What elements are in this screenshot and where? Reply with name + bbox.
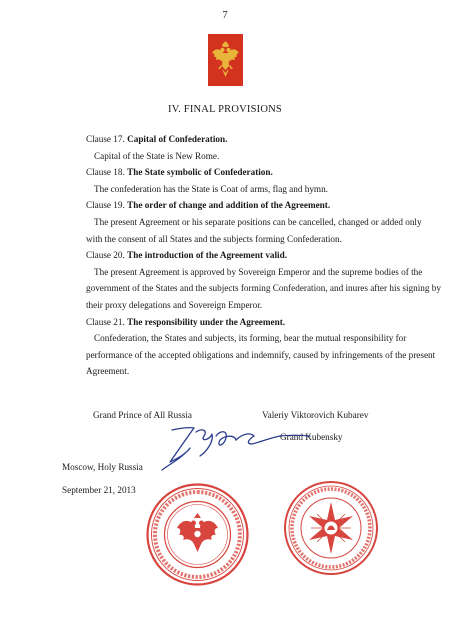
section-title: IV. FINAL PROVISIONS xyxy=(168,104,282,115)
clause-title: The State symbolic of Confederation. xyxy=(127,167,273,178)
clause-text: government of the States and the subjects forming Confederation, and inures after his signing by xyxy=(86,283,441,294)
clause-text: The present Agreement is approved by Sovereign Emperor and the supreme bodies of the xyxy=(94,266,423,277)
imperial-seal-stamp xyxy=(145,482,250,587)
clause-title: Capital of Confederation. xyxy=(127,134,228,144)
double-headed-eagle-flag xyxy=(208,34,243,86)
clause-number: Clause 17. xyxy=(86,134,125,144)
left-signatory-title: Grand Prince of All Russia xyxy=(93,410,193,420)
page-number: 7 xyxy=(222,10,228,21)
clause-text: with the consent of all States and the subjects forming Confederation. xyxy=(86,233,342,244)
kubensky-seal-stamp xyxy=(283,480,379,576)
right-signatory-title: Grand Kubensky xyxy=(280,432,343,442)
clause-number: Clause 21. xyxy=(86,316,125,327)
eagle-emblem-icon xyxy=(208,34,243,86)
clause-heading xyxy=(86,164,416,181)
signing-place: Moscow, Holy Russia xyxy=(62,462,143,472)
clause-number: Clause 18. xyxy=(86,167,125,178)
right-signatory-name: Valeriy Viktorovich Kubarev xyxy=(262,410,369,420)
clauses-body xyxy=(86,131,441,380)
clause-text: performance of the accepted obligations and indemnify, caused by infringements of the present xyxy=(86,349,436,360)
clause-heading xyxy=(86,247,416,264)
clause-text: The present Agreement or his separate positions can be cancelled, changed or added only xyxy=(94,216,422,227)
clause-heading xyxy=(86,131,416,148)
clause-title: The responsibility under the Agreement. xyxy=(127,316,286,327)
clause-text: their proxy delegations and Sovereign Emperor. xyxy=(86,299,263,310)
clause-text: Agreement. xyxy=(86,366,130,377)
handwritten-signature xyxy=(150,418,330,474)
clause-title: The introduction of the Agreement valid. xyxy=(127,250,288,261)
clause-number: Clause 19. xyxy=(86,200,125,211)
clause-heading xyxy=(86,197,416,214)
clause-text: Capital of the State is New Rome. xyxy=(94,150,220,161)
clause-number: Clause 20. xyxy=(86,250,125,261)
clause-text: Confederation, the States and subjects, its forming, bear the mutual responsibility for xyxy=(94,333,407,344)
clause-heading xyxy=(86,314,416,331)
clause-text: The confederation has the State is Coat of arms, flag and hymn. xyxy=(94,183,328,194)
clause-title: The order of change and addition of the Agreement. xyxy=(127,200,331,211)
signing-date: September 21, 2013 xyxy=(62,485,136,495)
